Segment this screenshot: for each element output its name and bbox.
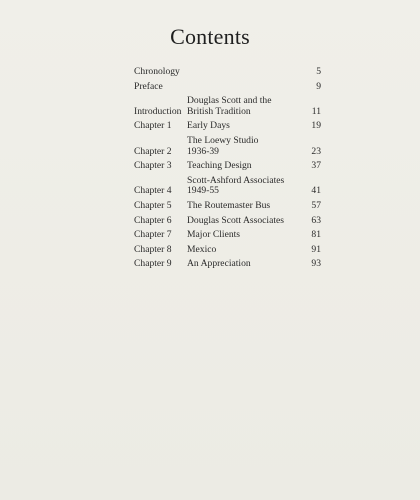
toc-title-line: Mexico — [187, 243, 217, 255]
toc-entry-page-number: 57 — [311, 199, 321, 211]
toc-title-line: The Loewy Studio — [187, 134, 259, 146]
toc-entry — [134, 245, 321, 256]
toc-title-line: 1936-39 — [187, 145, 219, 157]
toc-entry — [134, 67, 321, 78]
toc-entry-title — [187, 161, 301, 172]
toc-entry-page-number: 5 — [316, 66, 321, 77]
toc-entry-page-number: 93 — [311, 258, 321, 270]
toc-entry-title — [187, 216, 301, 227]
toc-entry-title — [187, 230, 301, 241]
toc-entry — [134, 201, 321, 212]
toc-entry — [134, 230, 321, 241]
toc-entry-label: Chapter 2 — [134, 145, 172, 157]
toc-entry-page-number: 81 — [311, 229, 321, 241]
toc-entry-label: Chapter 5 — [134, 199, 172, 211]
toc-entry — [134, 259, 321, 270]
toc-title-line: Douglas Scott Associates — [187, 214, 284, 226]
toc-entry-label: Preface — [134, 80, 163, 92]
toc-title-line: Douglas Scott and the — [187, 95, 272, 107]
toc-title-line: Teaching Design — [187, 160, 252, 172]
toc-entry-page-number: 9 — [316, 80, 321, 92]
toc-entry-label: Introduction — [134, 105, 182, 117]
toc-entry-title — [187, 121, 301, 132]
toc-entry-label: Chapter 1 — [134, 120, 172, 132]
toc-entry-label: Chapter 8 — [134, 243, 172, 255]
toc-entry-page-number: 63 — [311, 214, 321, 226]
toc-entry-label: Chapter 4 — [134, 185, 172, 197]
toc-entry — [134, 136, 321, 157]
page-title: Contents — [170, 24, 250, 49]
toc-entry-title — [187, 245, 301, 256]
toc-title-line: 1949-55 — [187, 185, 219, 197]
toc-entry-title — [187, 136, 301, 157]
toc-entry-label: Chapter 7 — [134, 229, 172, 241]
toc-title-line: Early Days — [187, 120, 230, 132]
toc-title-line: The Routemaster Bus — [187, 199, 271, 211]
toc-entry-label: Chapter 6 — [134, 214, 172, 226]
toc-entry — [134, 176, 321, 197]
toc-title-line: Major Clients — [187, 229, 241, 241]
table-of-contents — [134, 67, 321, 274]
toc-title-line: An Appreciation — [187, 258, 251, 270]
toc-entry-title — [187, 201, 301, 212]
toc-title-line: Scott-Ashford Associates — [187, 174, 285, 186]
toc-entry — [134, 82, 321, 93]
toc-entry — [134, 161, 321, 172]
toc-entry-title — [187, 259, 301, 270]
toc-entry-page-number: 37 — [311, 160, 321, 172]
toc-title-line: British Tradition — [187, 105, 251, 117]
toc-entry — [134, 121, 321, 132]
toc-entry-label: Chapter 3 — [134, 160, 172, 172]
toc-entry-page-number: 23 — [311, 145, 321, 157]
toc-entry — [134, 96, 321, 117]
toc-entry — [134, 216, 321, 227]
toc-entry-page-number: 41 — [311, 185, 321, 197]
toc-entry-label: Chronology — [134, 66, 180, 77]
toc-entry-title — [187, 96, 301, 117]
toc-entry-page-number: 11 — [311, 105, 321, 117]
toc-entry-title — [187, 176, 301, 197]
toc-entry-page-number: 19 — [311, 120, 321, 132]
toc-entry-label: Chapter 9 — [134, 258, 172, 270]
toc-entry-page-number: 91 — [311, 243, 321, 255]
